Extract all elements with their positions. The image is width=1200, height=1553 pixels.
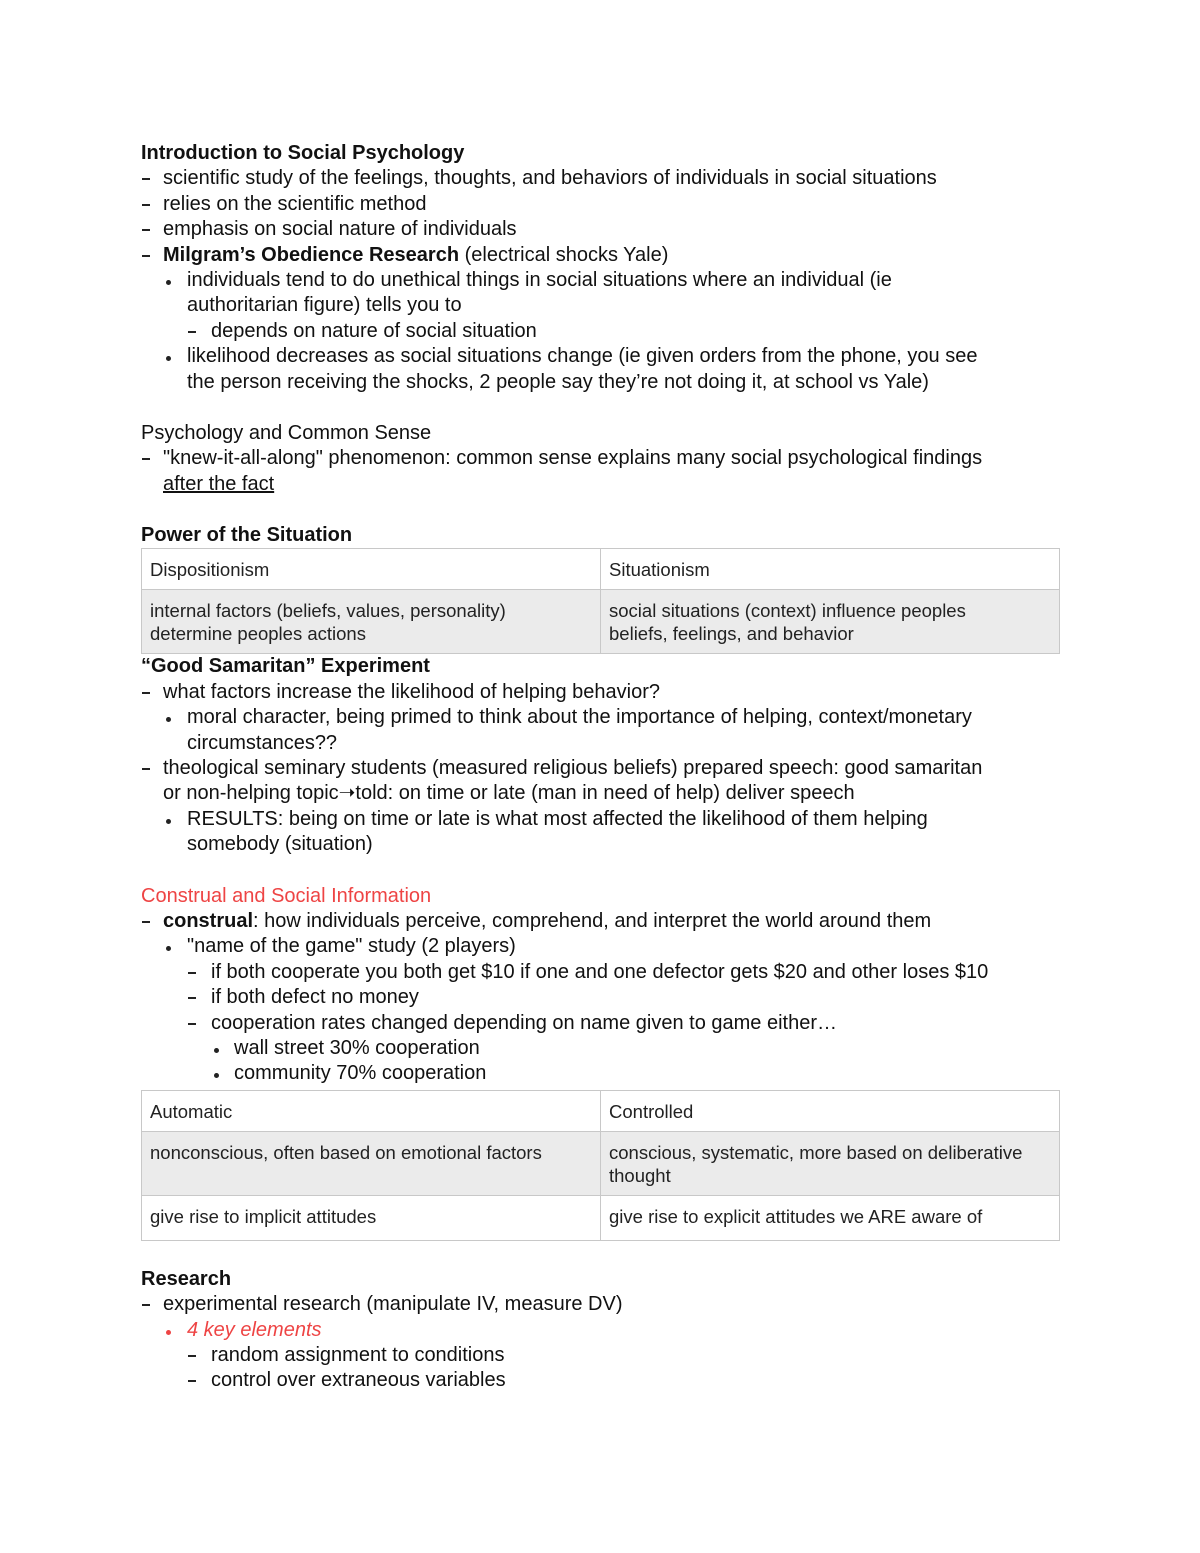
list-item: depends on nature of social situation	[211, 319, 537, 342]
list-item: community 70% cooperation	[234, 1062, 487, 1085]
list-item-continuation: the person receiving the shocks, 2 people say they’re not doing it, at school vs Yale)	[187, 370, 929, 393]
list-item-continuation: authoritarian figure) tells you to	[187, 294, 462, 317]
list-item: RESULTS: being on time or late is what most affected the likelihood of them helping	[187, 807, 928, 830]
spacer	[141, 1241, 1061, 1267]
list-item-continuation: or non-helping topic➝told: on time or late (man in need of help) deliver speech	[163, 782, 855, 805]
table-cell: internal factors (beliefs, values, personality) determine peoples actions	[142, 590, 601, 654]
table-row	[142, 590, 1060, 654]
list-item: relies on the scientific method	[163, 192, 427, 215]
table-row	[142, 1195, 1060, 1240]
table-cell: give rise to explicit attitudes we ARE aware of	[601, 1195, 1060, 1240]
list-item: control over extraneous variables	[211, 1369, 506, 1392]
list-item: "name of the game" study (2 players)	[187, 935, 516, 958]
list-item-continuation: after the fact	[163, 472, 275, 495]
list-item-continuation: somebody (situation)	[187, 833, 373, 856]
table-cell: Controlled	[601, 1090, 1060, 1131]
table-cell: Situationism	[601, 549, 1060, 590]
section-heading-construal: Construal and Social Information	[141, 884, 432, 907]
table-cell: Automatic	[142, 1090, 601, 1131]
list-item: individuals tend to do unethical things in social situations where an individual (ie	[187, 268, 892, 291]
section-heading-common-sense: Psychology and Common Sense	[141, 421, 432, 444]
spacer	[141, 497, 1061, 523]
table-header-row	[142, 549, 1060, 590]
table-row	[142, 1131, 1060, 1195]
table-header-row	[142, 1090, 1060, 1131]
section-heading-power-of-situation: Power of the Situation	[141, 524, 353, 547]
list-item: moral character, being primed to think about the importance of helping, context/monetary	[187, 706, 972, 729]
list-item: theological seminary students (measured religious beliefs) prepared speech: good samaritan	[163, 757, 983, 780]
list-item: if both defect no money	[211, 986, 419, 1009]
list-item: wall street 30% cooperation	[234, 1036, 480, 1059]
list-item: what factors increase the likelihood of helping behavior?	[163, 680, 660, 703]
list-item: likelihood decreases as social situations change (ie given orders from the phone, you see	[187, 345, 978, 368]
table-cell: nonconscious, often based on emotional factors	[142, 1131, 601, 1195]
list-item-milgram: Milgram’s Obedience Research (electrical shocks Yale)	[163, 243, 669, 266]
list-item: scientific study of the feelings, thoughts, and behaviors of individuals in social situations	[163, 167, 937, 190]
list-item: experimental research (manipulate IV, measure DV)	[163, 1293, 623, 1316]
automatic-controlled-table	[141, 1090, 1060, 1241]
list-item: emphasis on social nature of individuals	[163, 218, 517, 241]
list-item: cooperation rates changed depending on name given to game either…	[211, 1011, 837, 1034]
list-item: random assignment to conditions	[211, 1343, 505, 1366]
spacer	[141, 858, 1061, 884]
spacer	[141, 395, 1061, 421]
list-item-key-elements: 4 key elements	[187, 1318, 322, 1341]
list-item: if both cooperate you both get $10 if one and one defector gets $20 and other loses $10	[211, 960, 989, 983]
section-heading-good-samaritan: “Good Samaritan” Experiment	[141, 655, 430, 678]
list-item: construal: how individuals perceive, comprehend, and interpret the world around them	[163, 909, 932, 932]
list-item: "knew-it-all-along" phenomenon: common sense explains many social psychological findings	[163, 447, 983, 470]
list-item-continuation: circumstances??	[187, 731, 338, 754]
dispositionism-situationism-table	[141, 548, 1060, 654]
table-cell: conscious, systematic, more based on deliberative thought	[601, 1131, 1060, 1195]
table-cell: social situations (context) influence peoples beliefs, feelings, and behavior	[601, 590, 1060, 654]
table-cell: Dispositionism	[142, 549, 601, 590]
section-heading-intro: Introduction to Social Psychology	[141, 142, 465, 164]
table-cell: give rise to implicit attitudes	[142, 1195, 601, 1240]
document-page	[141, 141, 1061, 1394]
section-heading-research: Research	[141, 1267, 232, 1290]
